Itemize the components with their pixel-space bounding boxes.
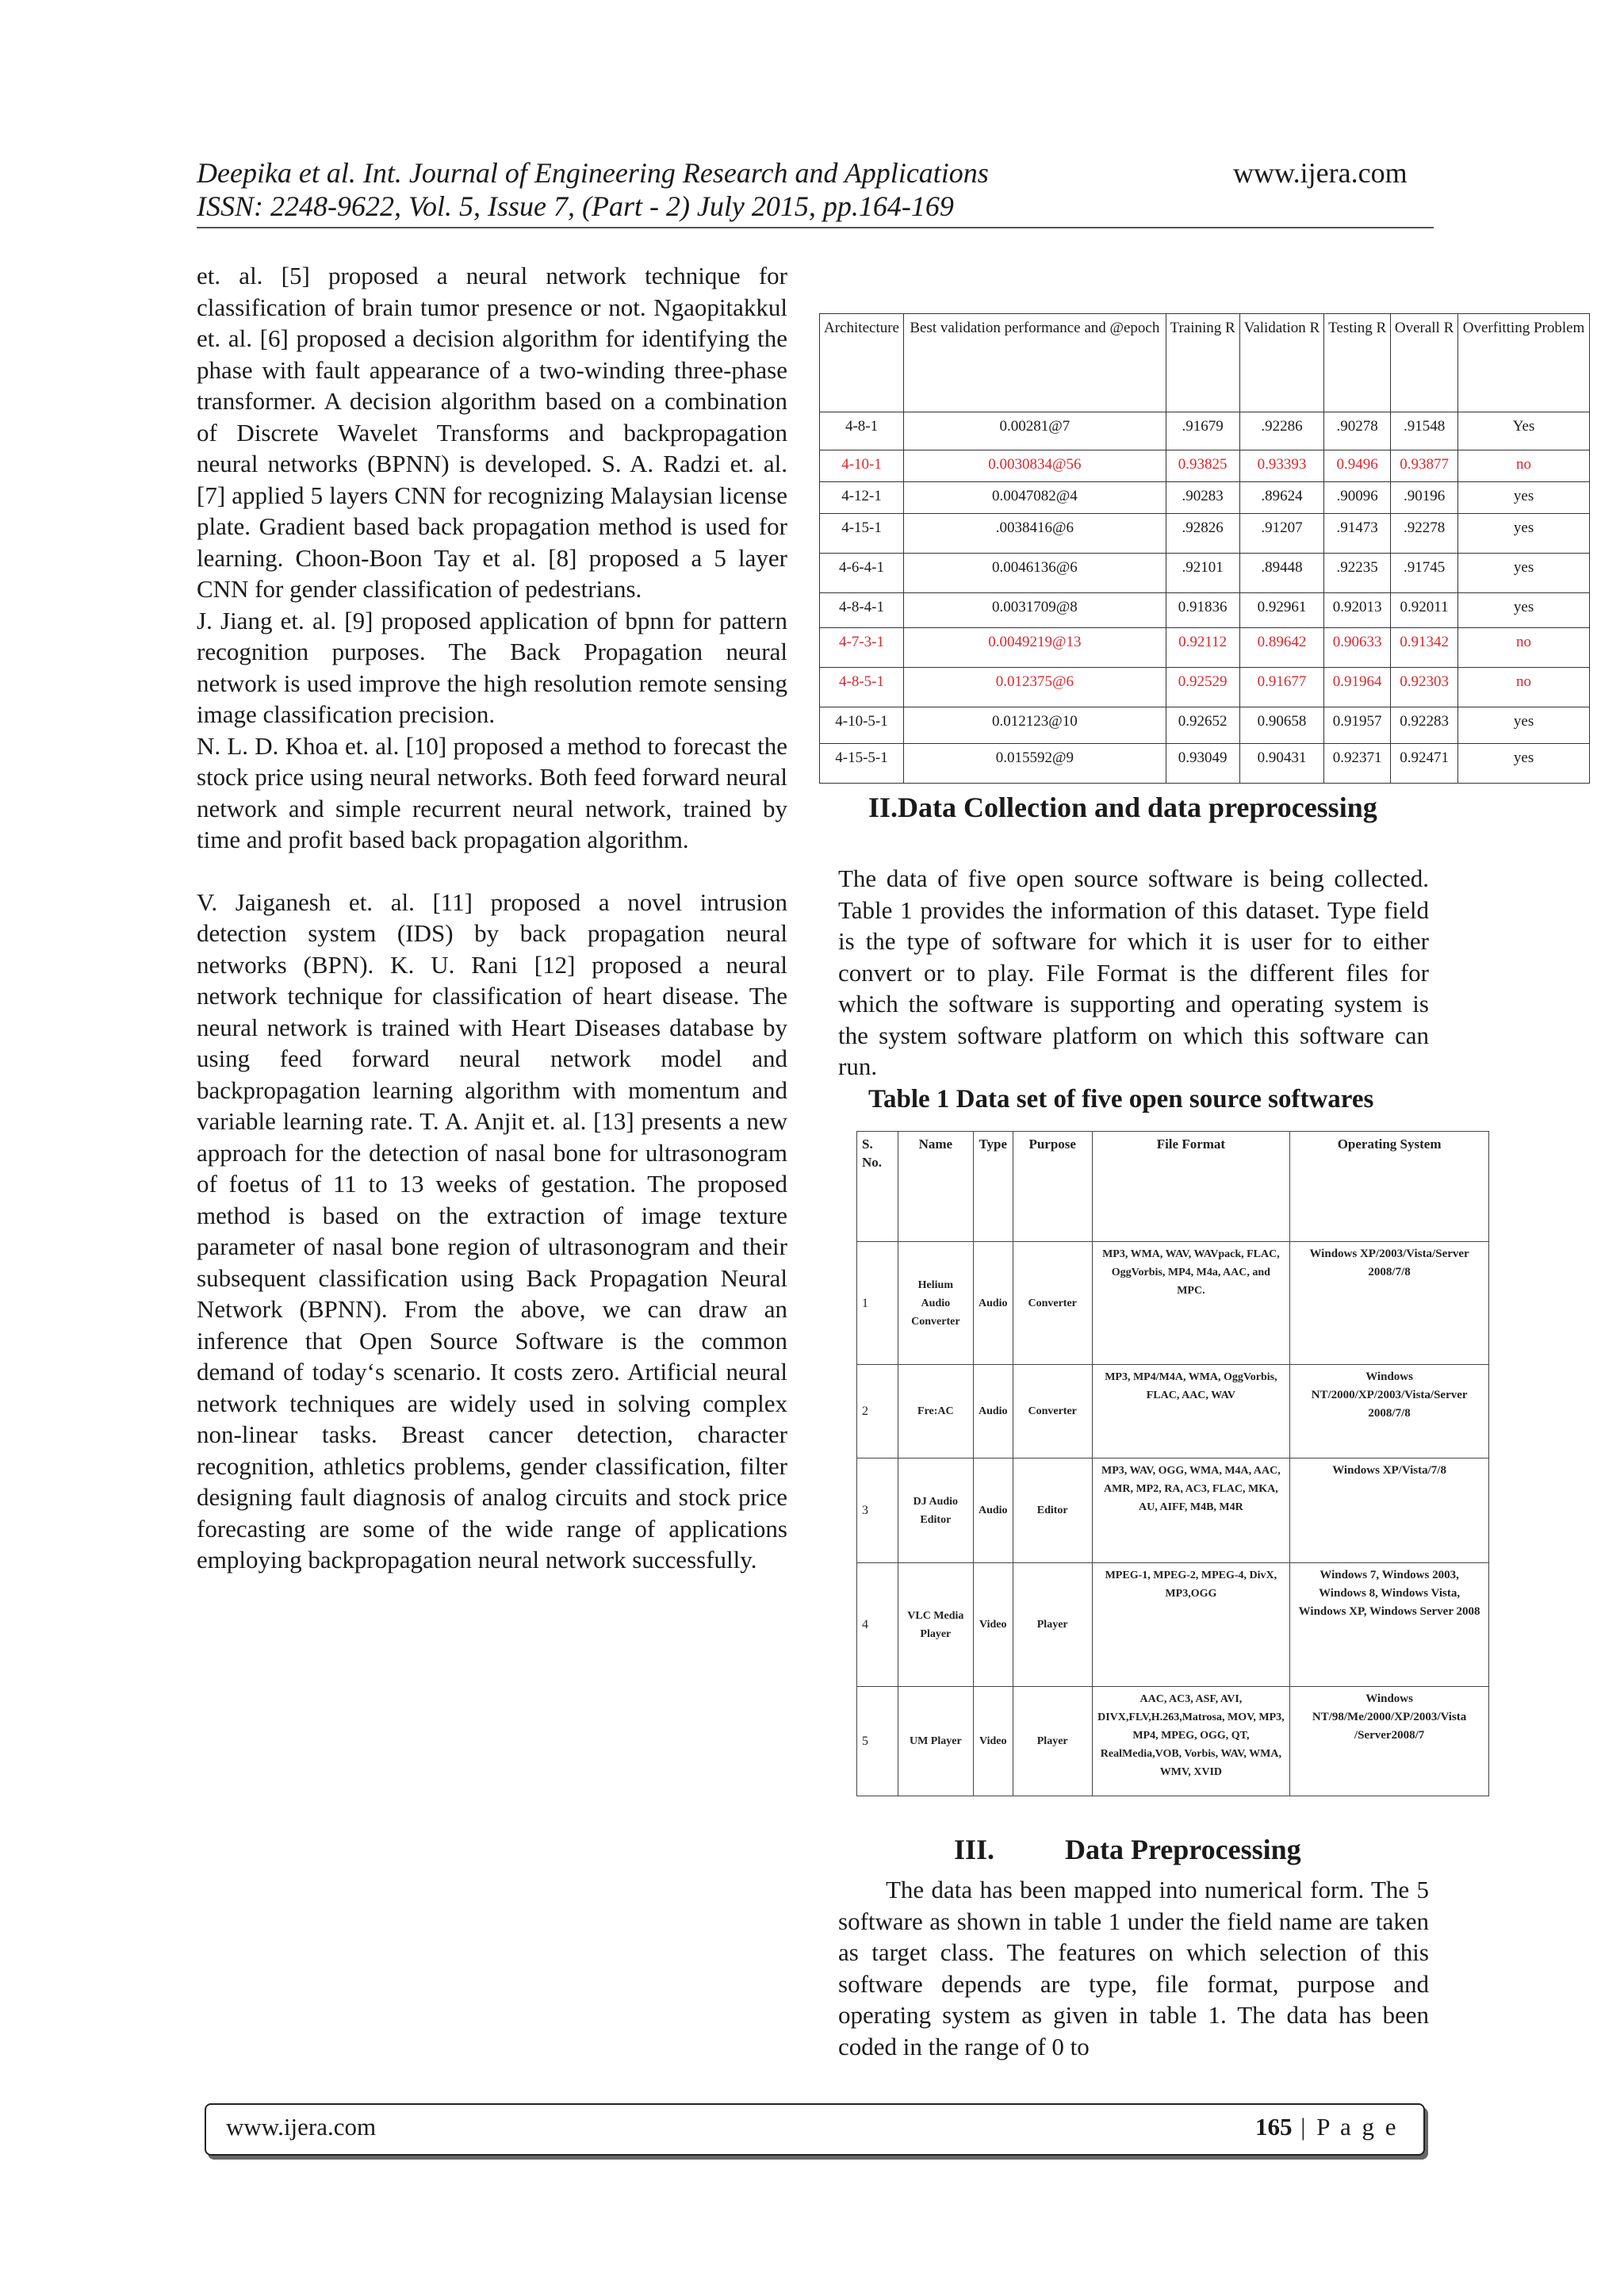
table-cell: 0.91964: [1324, 668, 1391, 707]
table-cell: no: [1458, 450, 1590, 482]
table-cell: .89448: [1239, 554, 1324, 593]
section-title: Data Preprocessing: [1065, 1834, 1301, 1865]
table-cell: 0.0049219@13: [904, 628, 1166, 668]
table-cell: 0.92112: [1166, 628, 1239, 668]
table-cell: 0.015592@9: [904, 744, 1166, 784]
section-number: II.: [868, 792, 898, 823]
table-cell: 4-15-1: [820, 514, 904, 554]
table-row: [820, 628, 1590, 668]
table-cell: 0.92529: [1166, 668, 1239, 707]
table-cell: 0.92303: [1391, 668, 1458, 707]
table-cell: .90278: [1324, 412, 1391, 450]
table-cell: Windows 7, Windows 2003, Windows 8, Windows Vista, Windows XP, Windows Server 2008: [1290, 1563, 1489, 1687]
table-cell: 2: [857, 1365, 898, 1458]
table-cell: 1: [857, 1242, 898, 1365]
table-cell: 0.012375@6: [904, 668, 1166, 707]
table-cell: .91548: [1391, 412, 1458, 450]
table-cell: 4-8-5-1: [820, 668, 904, 707]
table-cell: .92826: [1166, 514, 1239, 554]
table-cell: Converter: [1013, 1365, 1092, 1458]
table-cell: yes: [1458, 593, 1590, 628]
paragraph: [838, 1874, 1429, 2062]
table-cell: Yes: [1458, 412, 1590, 450]
column-header: Architecture: [820, 314, 904, 412]
table-row: [857, 1563, 1489, 1687]
table-cell: yes: [1458, 482, 1590, 514]
table-cell: Converter: [1013, 1242, 1092, 1365]
table-cell: 4-12-1: [820, 482, 904, 514]
table-cell: 0.93049: [1166, 744, 1239, 784]
table-row: [857, 1458, 1489, 1563]
table-cell: Player: [1013, 1687, 1092, 1796]
table-header-row: [857, 1132, 1489, 1242]
table-cell: MP3, WAV, OGG, WMA, M4A, AAC, AMR, MP2, RA, AC3, FLAC, MKA, AU, AIFF, M4B, M4R: [1092, 1458, 1290, 1563]
table-cell: 0.90431: [1239, 744, 1324, 784]
table-cell: .89624: [1239, 482, 1324, 514]
table-cell: 0.93877: [1391, 450, 1458, 482]
page-number: [1255, 2111, 1399, 2143]
table-cell: 4-8-1: [820, 412, 904, 450]
table-cell: Video: [973, 1563, 1013, 1687]
table-cell: 0.93825: [1166, 450, 1239, 482]
column-header: Operating System: [1290, 1132, 1489, 1242]
column-header: Validation R: [1239, 314, 1324, 412]
column-header: Purpose: [1013, 1132, 1092, 1242]
table-cell: VLC Media Player: [898, 1563, 973, 1687]
section3-body: [838, 1874, 1429, 2062]
table-cell: 0.92652: [1166, 707, 1239, 744]
table-cell: .90283: [1166, 482, 1239, 514]
table-cell: 4-10-1: [820, 450, 904, 482]
table-cell: yes: [1458, 554, 1590, 593]
table-cell: Fre:AC: [898, 1365, 973, 1458]
table-cell: 0.0046136@6: [904, 554, 1166, 593]
table-cell: 4-6-4-1: [820, 554, 904, 593]
column-header: Overfitting Problem: [1458, 314, 1590, 412]
table-cell: .90096: [1324, 482, 1391, 514]
table-cell: AAC, AC3, ASF, AVI, DIVX,FLV,H.263,Matrosa, MOV, MP3, MP4, MPEG, OGG, QT, RealMedia,VOB, Vorbis, WAV, WMA, WMV, XVID: [1092, 1687, 1290, 1796]
table-cell: 0.00281@7: [904, 412, 1166, 450]
table-row: [820, 744, 1590, 784]
table-cell: 0.92371: [1324, 744, 1391, 784]
table-cell: Audio: [973, 1242, 1013, 1365]
table-cell: Audio: [973, 1365, 1013, 1458]
table-cell: .92278: [1391, 514, 1458, 554]
dataset-table: [856, 1131, 1489, 1796]
table-cell: 0.91677: [1239, 668, 1324, 707]
table-cell: .91679: [1166, 412, 1239, 450]
table-caption: Table 1 Data set of five open source softwares: [868, 1085, 1374, 1114]
footer-url[interactable]: www.ijera.com: [226, 2113, 377, 2141]
table-row: [820, 482, 1590, 514]
section-title: Data Collection and data preprocessing: [898, 792, 1377, 823]
table-cell: .91207: [1239, 514, 1324, 554]
table-cell: Player: [1013, 1563, 1092, 1687]
paragraph: et. al. [5] proposed a neural network technique for classification of brain tumor presence or not. Ngaopitakkul et. al. [6] proposed a decision algorithm for identifying the phase with fault appearance of a two-winding three-phase transformer. A decision algorithm based on a combination of Discrete Wavelet Transforms and backpropagation neural networks (BPNN) is developed. S. A. Radzi et. al. [7] applied 5 layers CNN for recognizing Malaysian license plate. Gradient based back propagation method is used for learning. Choon-Boon Tay et al. [8] proposed a 5 layer CNN for gender classification of pedestrians.: [197, 262, 787, 603]
table-row: [820, 514, 1590, 554]
page-label: | P a g e: [1292, 2113, 1399, 2141]
table-cell: 0.93393: [1239, 450, 1324, 482]
table-cell: .92286: [1239, 412, 1324, 450]
table-cell: Windows NT/2000/XP/2003/Vista/Server 2008/7/8: [1290, 1365, 1489, 1458]
table-cell: 4-15-5-1: [820, 744, 904, 784]
header-url[interactable]: www.ijera.com: [1233, 157, 1408, 189]
issn-line: ISSN: 2248-9622, Vol. 5, Issue 7, (Part - 2) July 2015, pp.164-169: [197, 190, 954, 222]
table-cell: 0.89642: [1239, 628, 1324, 668]
table-row: [857, 1365, 1489, 1458]
table-cell: Helium Audio Converter: [898, 1242, 973, 1365]
table-cell: Windows NT/98/Me/2000/XP/2003/Vista /Server2008/7: [1290, 1687, 1489, 1796]
table-cell: 0.90633: [1324, 628, 1391, 668]
table-cell: UM Player: [898, 1687, 973, 1796]
table-cell: Audio: [973, 1458, 1013, 1563]
table-cell: 4-7-3-1: [820, 628, 904, 668]
table-cell: .91745: [1391, 554, 1458, 593]
table-cell: Video: [973, 1687, 1013, 1796]
table-cell: 4-10-5-1: [820, 707, 904, 744]
table-cell: 4: [857, 1563, 898, 1687]
paragraph-text: The data has been mapped into numerical form. The 5 software as shown in table 1 under the field name are taken as target class. The features on which selection of this software depends are type, file format, purpose and operating system as given in table 1. The data has been coded in the range of 0 to: [838, 1876, 1429, 2060]
table-cell: 0.90658: [1239, 707, 1324, 744]
column-header: File Format: [1092, 1132, 1290, 1242]
table-cell: 0.0030834@56: [904, 450, 1166, 482]
table-cell: yes: [1458, 514, 1590, 554]
table-row: [820, 412, 1590, 450]
table-cell: 0.91342: [1391, 628, 1458, 668]
table-header-row: [820, 314, 1590, 412]
table-cell: MP3, WMA, WAV, WAVpack, FLAC, OggVorbis, MP4, M4a, AAC, and MPC.: [1092, 1242, 1290, 1365]
table-cell: 0.9496: [1324, 450, 1391, 482]
column-header: S. No.: [857, 1132, 898, 1242]
table-cell: 0.0031709@8: [904, 593, 1166, 628]
footer-bar: [205, 2103, 1425, 2156]
paragraph: J. Jiang et. al. [9] proposed application of bpnn for pattern recognition purposes. The Back Propagation neural network is used improve the high resolution remote sensing image classification precision.: [197, 606, 787, 728]
column-header: Overall R: [1391, 314, 1458, 412]
table-cell: 3: [857, 1458, 898, 1563]
results-table: [819, 313, 1590, 784]
paragraph: V. Jaiganesh et. al. [11] proposed a novel intrusion detection system (IDS) by back propagation neural networks (BPN). K. U. Rani [12] proposed a neural network technique for classification of heart disease. The neural network is trained with Heart Diseases database by using feed forward neural network model and backpropagation learning algorithm with momentum and variable learning rate. T. A. Anjit et. al. [13] presents a new approach for the detection of nasal bone for ultrasonogram of foetus of 11 to 13 weeks of gestation. The proposed method is based on the extraction of image texture parameter of nasal bone region of ultrasonogram and their subsequent classification using Back Propagation Neural Network (BPNN). From the above, we can draw an inference that Open Source Software is the common demand of today‘s scenario. It costs zero. Artificial neural network techniques are widely used in solving complex non-linear tasks. Breast cancer detection, character recognition, athletics problems, gender classification, filter designing fault diagnosis of analog circuits and stock price forecasting are some of the wide range of applications employing backpropagation neural network successfully.: [197, 887, 787, 1573]
table-cell: DJ Audio Editor: [898, 1458, 973, 1563]
table-cell: 5: [857, 1687, 898, 1796]
table-cell: MP3, MP4/M4A, WMA, OggVorbis, FLAC, AAC, WAV: [1092, 1365, 1290, 1458]
table-cell: 0.0047082@4: [904, 482, 1166, 514]
table-cell: 0.91836: [1166, 593, 1239, 628]
table-cell: no: [1458, 668, 1590, 707]
table-row: [857, 1242, 1489, 1365]
column-header: Training R: [1166, 314, 1239, 412]
table-row: [820, 593, 1590, 628]
table-cell: 4-8-4-1: [820, 593, 904, 628]
table-cell: 0.92013: [1324, 593, 1391, 628]
section-heading: [954, 1832, 1430, 1867]
table-cell: Editor: [1013, 1458, 1092, 1563]
table-cell: no: [1458, 628, 1590, 668]
table-cell: Windows XP/Vista/7/8: [1290, 1458, 1489, 1563]
header-divider: [197, 227, 1434, 228]
table-cell: 0.92961: [1239, 593, 1324, 628]
column-header: Testing R: [1324, 314, 1391, 412]
table-cell: .0038416@6: [904, 514, 1166, 554]
table-cell: yes: [1458, 744, 1590, 784]
table-row: [820, 707, 1590, 744]
left-column: [197, 260, 787, 1576]
table-cell: 0.012123@10: [904, 707, 1166, 744]
table-row: [820, 554, 1590, 593]
section-number: III.: [954, 1834, 995, 1865]
section2-body: [838, 863, 1429, 1083]
table-cell: 0.91957: [1324, 707, 1391, 744]
journal-title: Deepika et al. Int. Journal of Engineering Research and Applications: [197, 157, 989, 189]
column-header: Name: [898, 1132, 973, 1242]
table-cell: .90196: [1391, 482, 1458, 514]
section-heading: [868, 790, 1377, 825]
table-row: [857, 1687, 1489, 1796]
column-header: Type: [973, 1132, 1013, 1242]
page-number-value: 165: [1255, 2113, 1293, 2141]
table-cell: 0.92283: [1391, 707, 1458, 744]
paragraph: N. L. D. Khoa et. al. [10] proposed a method to forecast the stock price using neural networks. Both feed forward neural network and simple recurrent neural network, trained by time and profit based back propagation algorithm.: [197, 731, 787, 853]
column-header: Best validation performance and @epoch: [904, 314, 1166, 412]
table-cell: 0.92011: [1391, 593, 1458, 628]
table-cell: .92235: [1324, 554, 1391, 593]
table-cell: MPEG-1, MPEG-2, MPEG-4, DivX, MP3,OGG: [1092, 1563, 1290, 1687]
table-cell: yes: [1458, 707, 1590, 744]
table-row: [820, 450, 1590, 482]
paragraph: The data of five open source software is being collected. Table 1 provides the information of this dataset. Type field is the type of software for which it is user for to either convert or to play. File Format is the different files for which the software is supporting and operating system is the system software platform on which this software can run.: [838, 864, 1429, 1080]
table-cell: .92101: [1166, 554, 1239, 593]
table-cell: 0.92471: [1391, 744, 1458, 784]
table-cell: Windows XP/2003/Vista/Server 2008/7/8: [1290, 1242, 1489, 1365]
table-row: [820, 668, 1590, 707]
table-cell: .91473: [1324, 514, 1391, 554]
